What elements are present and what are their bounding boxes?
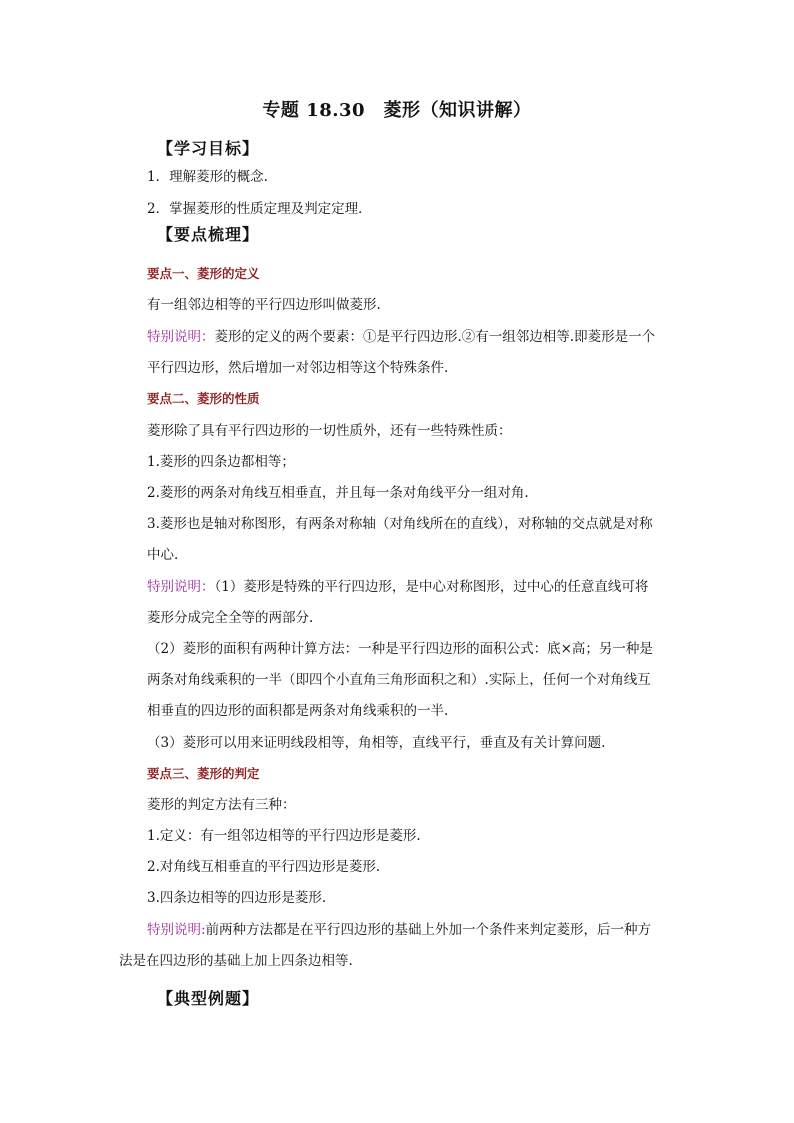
- point-1-note-text: 菱形的定义的两个要素：①是平行四边形.②有一组邻边相等.即菱形是一个: [214, 329, 656, 345]
- goal-item-1: 1．理解菱形的概念.: [147, 169, 268, 185]
- special-note-label: 特别说明:: [147, 922, 206, 938]
- point-3-note: [147, 921, 651, 939]
- goal-item-2: 2．掌握菱形的性质定理及判定定理．: [147, 201, 372, 217]
- point-2-heading: 要点二、菱形的性质: [147, 391, 260, 406]
- point-3-note-continued: 法是在四边形的基础上加上四条边相等.: [119, 953, 353, 969]
- point-1-definition: 有一组邻边相等的平行四边形叫做菱形.: [147, 297, 381, 313]
- section-heading-goals: 【学习目标】: [157, 139, 260, 158]
- point-2-note-2-continued-b: 相垂直的四边形的面积都是两条对角线乘积的一半.: [147, 703, 449, 719]
- point-3-intro: 菱形的判定方法有三种：: [147, 797, 296, 813]
- section-heading-points: 【要点梳理】: [157, 225, 260, 244]
- point-1-heading: 要点一、菱形的定义: [147, 266, 260, 281]
- point-2-item-3: 3.菱形也是轴对称图形，有两条对称轴（对角线所在的直线），对称轴的交点就是对称: [147, 516, 653, 532]
- point-2-item-1: 1.菱形的四条边都相等；: [147, 454, 295, 470]
- section-heading-examples: 【典型例题】: [157, 989, 260, 1008]
- point-3-note-text: 前两种方法都是在平行四边形的基础上外加一个条件来判定菱形，后一种方: [205, 922, 652, 938]
- point-3-item-1: 1.定义：有一组邻边相等的平行四边形是菱形.: [147, 828, 421, 844]
- point-2-note-1-text: （1）菱形是特殊的平行四边形，是中心对称图形，过中心的任意直线可将: [214, 579, 649, 595]
- special-note-label: 特别说明：: [147, 329, 215, 345]
- point-3-item-3: 3.四条边相等的四边形是菱形.: [147, 890, 327, 906]
- point-3-item-2: 2.对角线互相垂直的平行四边形是菱形.: [147, 859, 381, 875]
- point-2-note-1: [147, 578, 648, 596]
- point-2-note-1-continued: 菱形分成完全全等的两部分.: [147, 610, 314, 626]
- point-2-note-3: （3）菱形可以用来证明线段相等，角相等，直线平行，垂直及有关计算问题.: [147, 735, 606, 751]
- page-title: 专题 18.30 菱形（知识讲解）: [262, 100, 532, 121]
- point-2-note-2-continued-a: 两条对角线乘积的一半（即四个小直角三角形面积之和）.实际上，任何一个对角线互: [147, 672, 651, 688]
- special-note-label: 特别说明：: [147, 579, 215, 595]
- point-2-intro: 菱形除了具有平行四边形的一切性质外，还有一些特殊性质：: [147, 423, 512, 439]
- point-2-note-2: （2）菱形的面积有两种计算方法：一种是平行四边形的面积公式：底×高；另一种是: [147, 641, 653, 657]
- point-3-heading: 要点三、菱形的判定: [147, 766, 260, 781]
- point-1-note: [147, 328, 655, 346]
- point-2-item-3-continued: 中心.: [147, 547, 179, 563]
- point-2-item-2: 2.菱形的两条对角线互相垂直，并且每一条对角线平分一组对角.: [147, 485, 529, 501]
- point-1-note-continued: 平行四边形，然后增加一对邻边相等这个特殊条件.: [147, 360, 449, 376]
